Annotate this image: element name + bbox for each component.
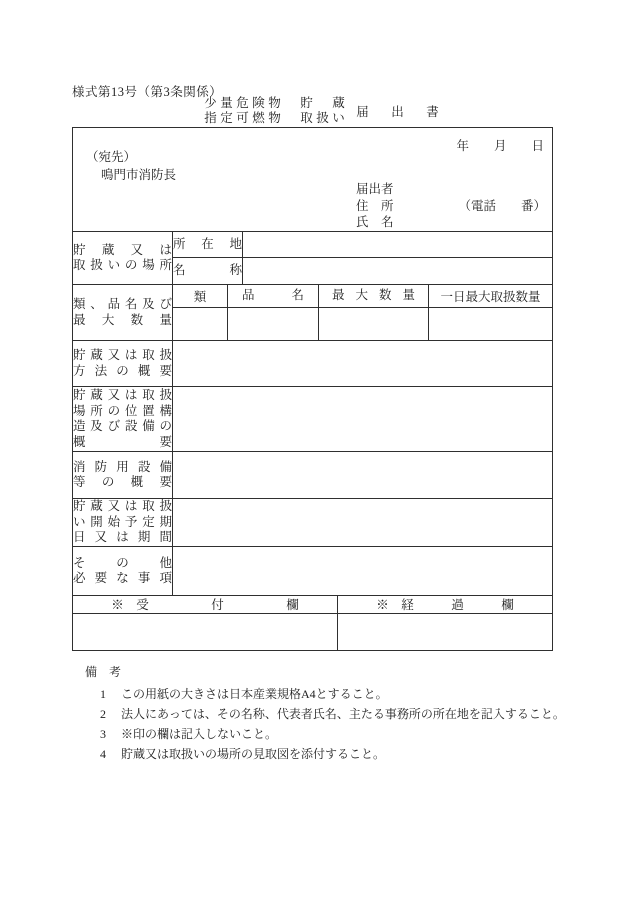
remark-text: ※印の欄は記入しないこと。 (121, 726, 278, 741)
form-header-cell (73, 128, 553, 232)
phone-label: （電話 番） (458, 198, 547, 213)
product-name-value-cell (228, 308, 319, 341)
remark-text: この用紙の大きさは日本産業規格A4とすること。 (121, 686, 388, 701)
remark-item-2 (85, 708, 565, 721)
start-date-label: 貯蔵又は取扱 い開始予定期 日又は期間 (73, 499, 173, 547)
address-line (356, 198, 546, 215)
max-quantity-value-cell (319, 308, 429, 341)
remark-number: 1 (100, 686, 106, 701)
remark-number: 4 (100, 746, 106, 761)
title-suffix: 届 出 書 (356, 104, 444, 119)
method-value-cell (173, 341, 553, 387)
name-label: 氏 名 (356, 215, 394, 229)
notifier-block (356, 181, 546, 231)
location-address-cell (243, 232, 553, 258)
form-number: 様式第13号（第3条関係） (72, 85, 223, 99)
location-address-label: 所在地 (173, 232, 243, 258)
remark-number: 3 (100, 726, 106, 741)
notifier-label: 届出者 (356, 182, 394, 196)
class-value-cell (173, 308, 228, 341)
other-matters-value-cell (173, 547, 553, 596)
addressee-name: 鳴門市消防長 (101, 167, 177, 182)
title-line-2: 指定可燃物 取扱い (204, 110, 349, 125)
remarks-heading: 備 考 (85, 665, 122, 679)
other-matters-label: その他 必要な事項 (73, 547, 173, 596)
column-header-class: 類 (173, 285, 228, 308)
column-header-max-quantity: 最大数量 (319, 285, 429, 308)
progress-stamp-cell (338, 614, 553, 651)
remark-number: 2 (100, 706, 106, 721)
structure-value-cell (173, 387, 553, 452)
location-label: 貯蔵又は 取扱いの場所 (73, 232, 173, 285)
reception-stamp-cell (73, 614, 338, 651)
addressee-block (86, 149, 176, 184)
remarks-section (85, 666, 565, 760)
column-header-product-name: 品名 (228, 285, 319, 308)
start-date-value-cell (173, 499, 553, 547)
quantity-label: 類、品名及び 最大数量 (73, 285, 173, 341)
daily-max-value-cell (429, 308, 553, 341)
column-header-daily-max: 一日最大取扱数量 (429, 285, 553, 308)
date-field: 年 月 日 (456, 139, 545, 153)
title-line-1: 少量危険物 貯 蔵 (204, 96, 349, 110)
form-table (72, 127, 553, 651)
progress-column-header: ※ 経 過 欄 (338, 596, 553, 614)
remark-item-4 (85, 748, 565, 761)
remark-item-1 (85, 688, 565, 701)
remark-item-3 (85, 728, 565, 741)
structure-label: 貯蔵又は取扱 場所の位置構 造及び設備の 概要 (73, 387, 173, 452)
form-title (0, 96, 630, 125)
location-name-cell (243, 258, 553, 285)
address-label: 住 所 (356, 198, 394, 213)
method-label: 貯蔵又は取扱 方法の概要 (73, 341, 173, 387)
addressee-label: （宛先） (86, 150, 137, 164)
title-lines (204, 96, 348, 125)
fire-equipment-value-cell (173, 452, 553, 499)
fire-equipment-label: 消防用設備 等の概要 (73, 452, 173, 499)
location-name-label: 名称 (173, 258, 243, 285)
reception-column-header: ※ 受 付 欄 (73, 596, 338, 614)
remark-text: 貯蔵又は取扱いの場所の見取図を添付すること。 (121, 746, 386, 761)
remark-text: 法人にあっては、その名称、代表者氏名、主たる事務所の所在地を記入すること。 (121, 706, 565, 721)
